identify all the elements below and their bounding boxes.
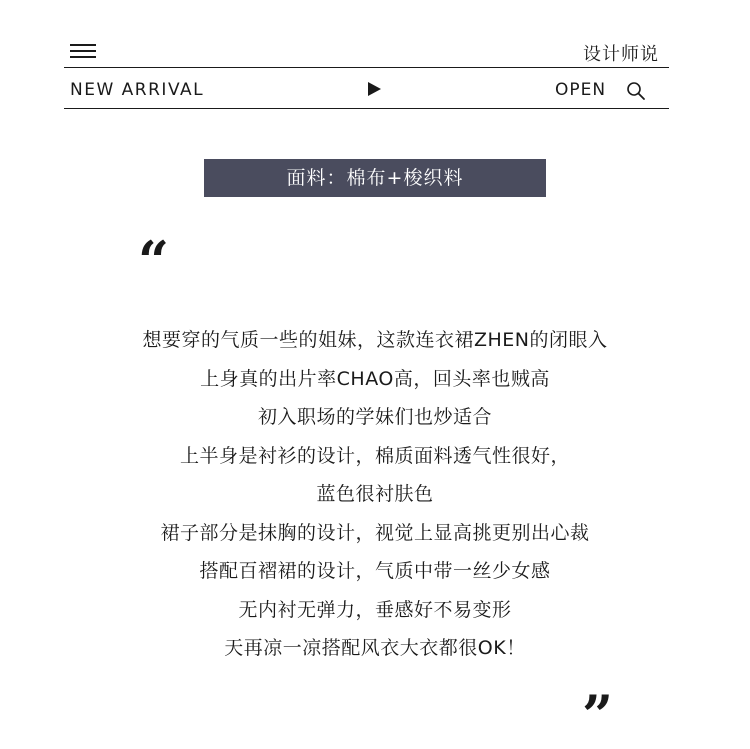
top-divider: [64, 67, 669, 68]
brand-title: 设计师说: [583, 44, 659, 65]
product-description: [0, 321, 750, 668]
fabric-label: 面料：棉布+梭织料: [204, 159, 546, 197]
description-line: 蓝色很衬肤色: [316, 483, 434, 505]
hamburger-menu-icon[interactable]: [70, 44, 96, 60]
description-line: 天再凉一凉搭配风衣大衣都很OK！: [224, 637, 526, 659]
new-arrival-label[interactable]: NEW ARRIVAL: [70, 80, 205, 100]
description-line: 上半身是衬衫的设计，棉质面料透气性很好，: [179, 444, 570, 467]
description-line: 上身真的出片率CHAO高，回头率也贼高: [200, 367, 550, 390]
description-line: 初入职场的学妹们也炒适合: [257, 406, 492, 428]
description-line: 搭配百褶裙的设计，气质中带一丝少女感: [199, 560, 551, 582]
nav-divider: [64, 108, 669, 109]
description-line: 无内衬无弹力，垂感好不易变形: [238, 598, 512, 621]
description-line: 裙子部分是抹胸的设计，视觉上显高挑更别出心裁: [160, 521, 590, 544]
play-icon[interactable]: [368, 82, 381, 96]
open-button[interactable]: OPEN: [555, 80, 607, 100]
close-quote-mark: ”: [582, 683, 614, 747]
description-line: 想要穿的气质一些的姐妹，这款连衣裙ZHEN的闭眼入: [142, 329, 608, 351]
nav-bar: [64, 70, 669, 108]
search-icon[interactable]: [626, 81, 646, 101]
top-bar: [64, 36, 669, 68]
open-quote-mark: “: [138, 229, 170, 293]
